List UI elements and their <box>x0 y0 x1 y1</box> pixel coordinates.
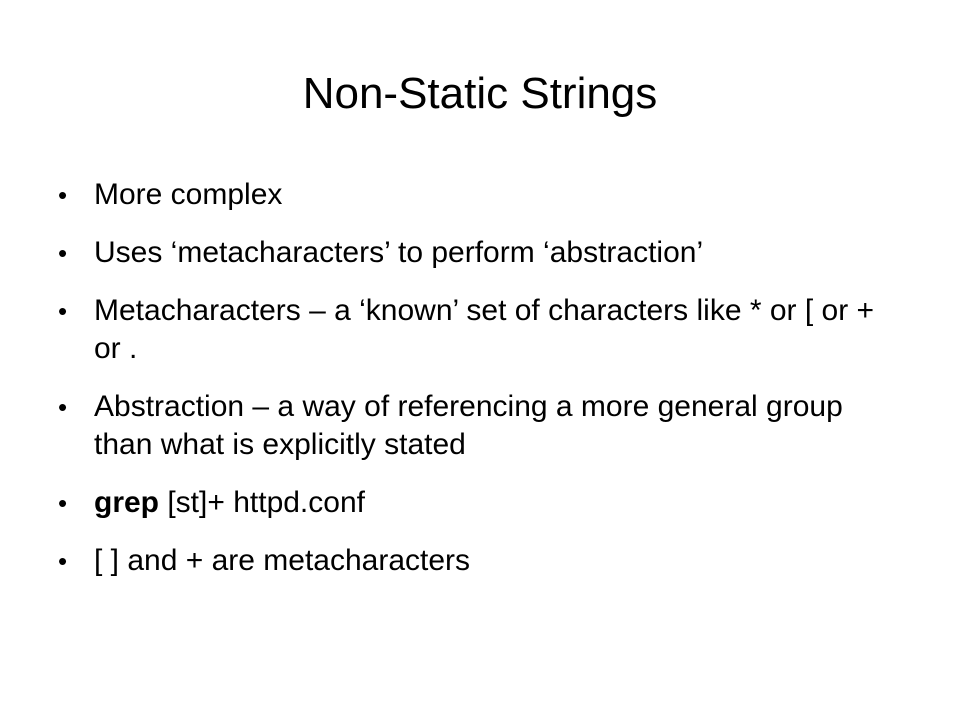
command-name: grep <box>94 486 160 519</box>
bullet-dot-icon: • <box>58 296 68 326</box>
bullet-dot-icon: • <box>58 392 68 422</box>
bullet-dot-icon: • <box>58 488 68 518</box>
bullet-text: [ ] and + are metacharacters <box>94 544 471 577</box>
bullet-text: Uses ‘metacharacters’ to perform ‘abstraction’ <box>94 236 704 269</box>
bullet-text: Abstraction – a way of referencing a more general group than what is explicitly stated <box>94 390 843 461</box>
command-args: [st]+ httpd.conf <box>159 486 365 519</box>
bullet-list <box>58 176 898 600</box>
bullet-dot-icon: • <box>58 238 68 268</box>
bullet-dot-icon: • <box>58 180 68 210</box>
bullet-text: Metacharacters – a ‘known’ set of characters like * or [ or + or . <box>94 294 875 365</box>
slide-title: Non-Static Strings <box>302 69 658 118</box>
bullet-item <box>58 484 898 522</box>
bullet-text-command <box>94 484 898 522</box>
bullet-item <box>58 388 898 464</box>
bullet-item <box>58 542 898 580</box>
bullet-item <box>58 234 898 272</box>
bullet-item <box>58 176 898 214</box>
bullet-dot-icon: • <box>58 546 68 576</box>
bullet-text: More complex <box>94 178 283 211</box>
bullet-item <box>58 292 898 368</box>
